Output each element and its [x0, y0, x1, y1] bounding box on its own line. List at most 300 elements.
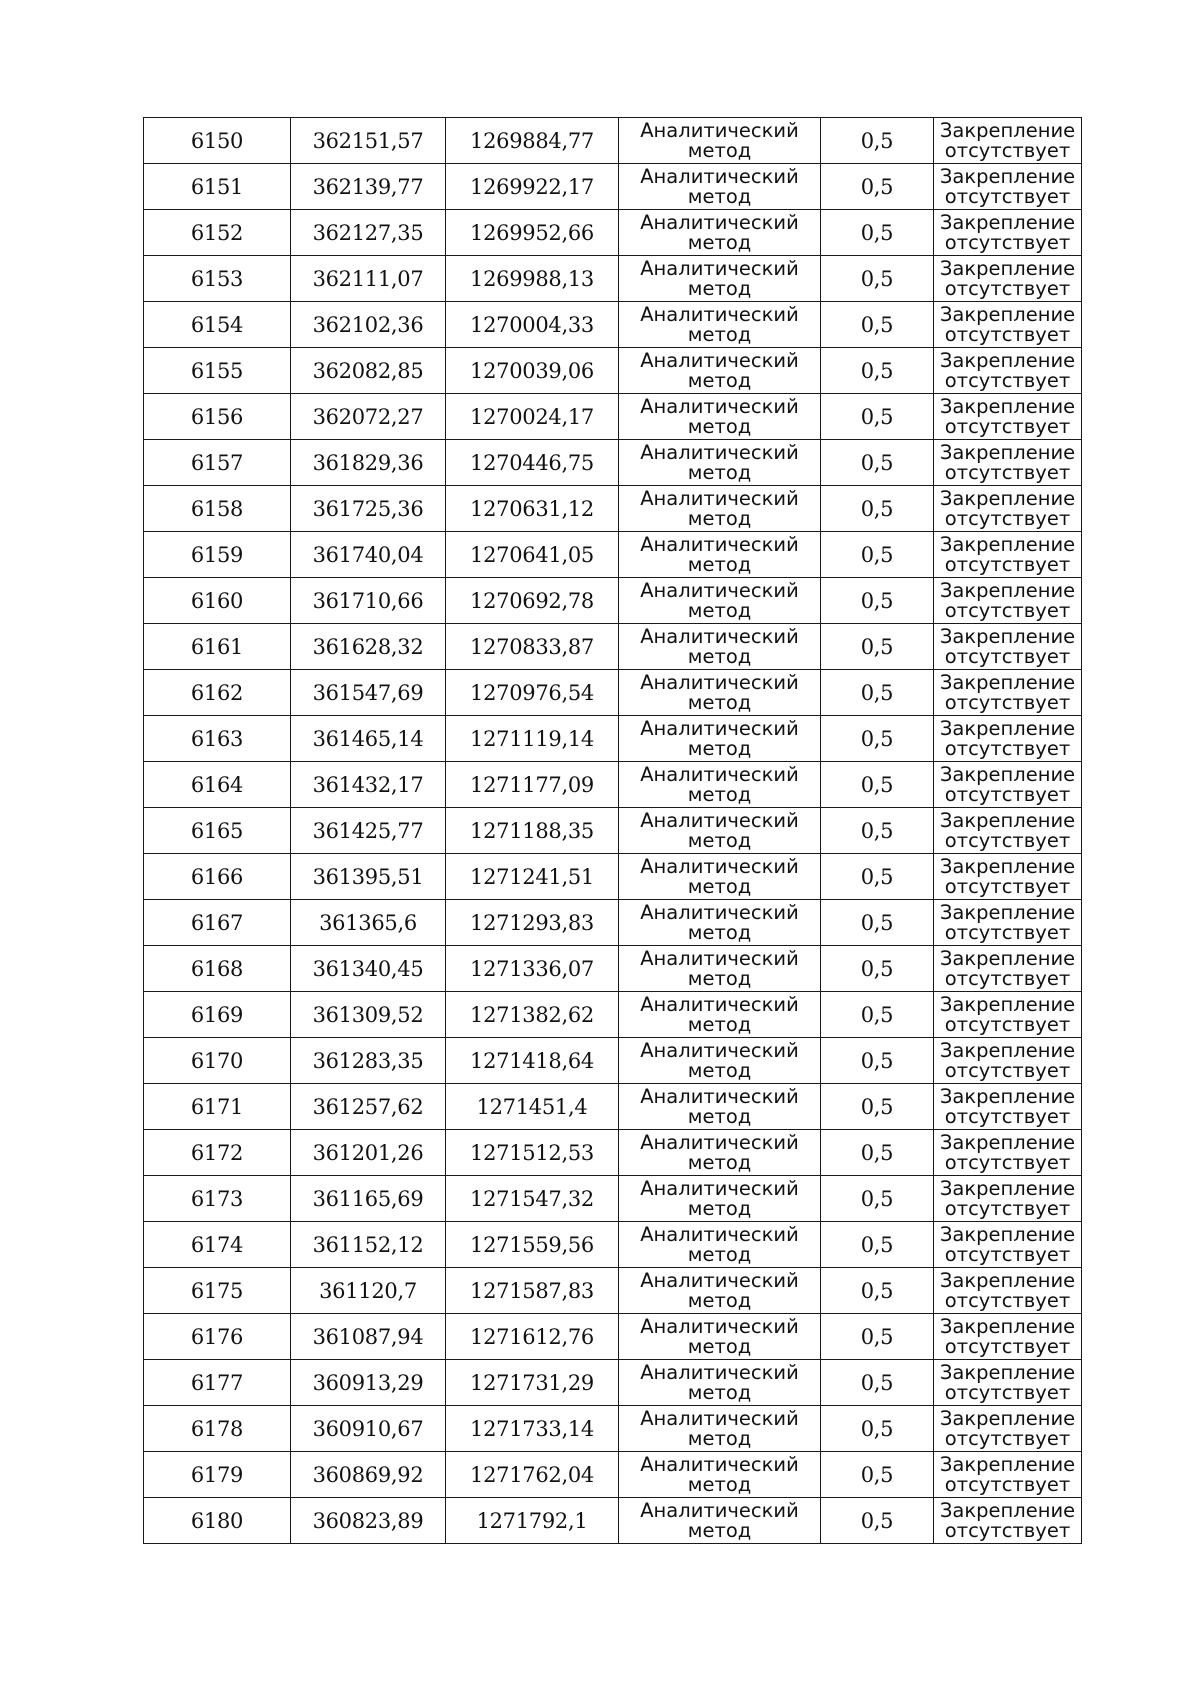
fixation-line-1: Закрепление [939, 440, 1076, 464]
method-line-2: метод [687, 184, 752, 208]
fixation-line-2: отсутствует [944, 920, 1071, 944]
y-coordinate-cell: 1271762,04 [446, 1452, 619, 1498]
fixation-line-2: отсутствует [944, 736, 1071, 760]
table-row [144, 578, 1082, 624]
method-line-2: метод [687, 368, 752, 392]
method-line-2: метод [687, 828, 752, 852]
y-coordinate-cell: 1270446,75 [446, 440, 619, 486]
y-coordinate-cell: 1270024,17 [446, 394, 619, 440]
point-number-cell: 6151 [144, 164, 291, 210]
method-cell [619, 946, 821, 992]
fixation-cell [934, 394, 1082, 440]
fixation-line-1: Закрепление [939, 716, 1076, 740]
method-line-1: Аналитический [640, 164, 799, 188]
fixation-line-2: отсутствует [944, 690, 1071, 714]
y-coordinate-cell: 1271382,62 [446, 992, 619, 1038]
method-cell [619, 624, 821, 670]
fixation-line-2: отсутствует [944, 1288, 1071, 1312]
method-cell [619, 532, 821, 578]
method-cell [619, 716, 821, 762]
point-number-cell: 6172 [144, 1130, 291, 1176]
fixation-cell [934, 164, 1082, 210]
method-line-1: Аналитический [640, 992, 799, 1016]
accuracy-cell: 0,5 [821, 716, 934, 762]
table-row [144, 1360, 1082, 1406]
method-cell [619, 854, 821, 900]
point-number-cell: 6159 [144, 532, 291, 578]
method-line-1: Аналитический [640, 1498, 799, 1522]
method-cell [619, 210, 821, 256]
y-coordinate-cell: 1271612,76 [446, 1314, 619, 1360]
fixation-cell [934, 1452, 1082, 1498]
method-line-2: метод [687, 1150, 752, 1174]
y-coordinate-cell: 1271293,83 [446, 900, 619, 946]
accuracy-cell: 0,5 [821, 1130, 934, 1176]
fixation-line-2: отсутствует [944, 1380, 1071, 1404]
accuracy-cell: 0,5 [821, 1038, 934, 1084]
point-number-cell: 6164 [144, 762, 291, 808]
fixation-line-2: отсутствует [944, 1150, 1071, 1174]
method-cell [619, 486, 821, 532]
x-coordinate-cell: 362139,77 [291, 164, 446, 210]
table-row [144, 808, 1082, 854]
method-cell [619, 348, 821, 394]
fixation-line-1: Закрепление [939, 1360, 1076, 1384]
accuracy-cell: 0,5 [821, 440, 934, 486]
accuracy-cell: 0,5 [821, 1176, 934, 1222]
method-line-1: Аналитический [640, 1222, 799, 1246]
fixation-cell [934, 440, 1082, 486]
fixation-line-1: Закрепление [939, 670, 1076, 694]
point-number-cell: 6180 [144, 1498, 291, 1544]
method-cell [619, 164, 821, 210]
fixation-line-1: Закрепление [939, 532, 1076, 556]
fixation-cell [934, 1268, 1082, 1314]
method-line-1: Аналитический [640, 210, 799, 234]
fixation-line-1: Закрепление [939, 1314, 1076, 1338]
fixation-line-2: отсутствует [944, 184, 1071, 208]
x-coordinate-cell: 361425,77 [291, 808, 446, 854]
fixation-line-2: отсутствует [944, 1104, 1071, 1128]
method-cell [619, 1314, 821, 1360]
method-line-1: Аналитический [640, 394, 799, 418]
accuracy-cell: 0,5 [821, 808, 934, 854]
accuracy-cell: 0,5 [821, 1222, 934, 1268]
accuracy-cell: 0,5 [821, 900, 934, 946]
x-coordinate-cell: 361152,12 [291, 1222, 446, 1268]
accuracy-cell: 0,5 [821, 164, 934, 210]
x-coordinate-cell: 362111,07 [291, 256, 446, 302]
y-coordinate-cell: 1270039,06 [446, 348, 619, 394]
fixation-line-2: отсутствует [944, 874, 1071, 898]
fixation-line-2: отсутствует [944, 322, 1071, 346]
method-line-2: метод [687, 1518, 752, 1542]
fixation-cell [934, 302, 1082, 348]
table-row [144, 118, 1082, 164]
method-cell [619, 578, 821, 624]
point-number-cell: 6178 [144, 1406, 291, 1452]
fixation-line-1: Закрепление [939, 348, 1076, 372]
fixation-line-2: отсутствует [944, 782, 1071, 806]
fixation-line-2: отсутствует [944, 1012, 1071, 1036]
accuracy-cell: 0,5 [821, 1268, 934, 1314]
table-row [144, 992, 1082, 1038]
accuracy-cell: 0,5 [821, 1498, 934, 1544]
point-number-cell: 6173 [144, 1176, 291, 1222]
fixation-line-2: отсутствует [944, 1242, 1071, 1266]
table-row [144, 1452, 1082, 1498]
table-row [144, 302, 1082, 348]
x-coordinate-cell: 361395,51 [291, 854, 446, 900]
x-coordinate-cell: 361365,6 [291, 900, 446, 946]
table-row [144, 670, 1082, 716]
fixation-cell [934, 210, 1082, 256]
fixation-line-1: Закрепление [939, 624, 1076, 648]
fixation-line-1: Закрепление [939, 1222, 1076, 1246]
method-line-2: метод [687, 1242, 752, 1266]
y-coordinate-cell: 1271731,29 [446, 1360, 619, 1406]
fixation-cell [934, 1130, 1082, 1176]
method-cell [619, 670, 821, 716]
accuracy-cell: 0,5 [821, 210, 934, 256]
y-coordinate-cell: 1271559,56 [446, 1222, 619, 1268]
table-row [144, 1314, 1082, 1360]
x-coordinate-cell: 361309,52 [291, 992, 446, 1038]
y-coordinate-cell: 1269884,77 [446, 118, 619, 164]
method-line-1: Аналитический [640, 302, 799, 326]
accuracy-cell: 0,5 [821, 302, 934, 348]
x-coordinate-cell: 361201,26 [291, 1130, 446, 1176]
x-coordinate-cell: 360869,92 [291, 1452, 446, 1498]
point-number-cell: 6152 [144, 210, 291, 256]
method-line-2: метод [687, 276, 752, 300]
method-line-2: метод [687, 690, 752, 714]
accuracy-cell: 0,5 [821, 1360, 934, 1406]
point-number-cell: 6171 [144, 1084, 291, 1130]
method-cell [619, 394, 821, 440]
y-coordinate-cell: 1270692,78 [446, 578, 619, 624]
fixation-cell [934, 578, 1082, 624]
accuracy-cell: 0,5 [821, 854, 934, 900]
fixation-cell [934, 532, 1082, 578]
fixation-line-1: Закрепление [939, 164, 1076, 188]
x-coordinate-cell: 360910,67 [291, 1406, 446, 1452]
method-line-1: Аналитический [640, 624, 799, 648]
x-coordinate-cell: 361257,62 [291, 1084, 446, 1130]
method-cell [619, 1222, 821, 1268]
method-line-1: Аналитический [640, 1452, 799, 1476]
table-row [144, 1038, 1082, 1084]
fixation-cell [934, 1038, 1082, 1084]
y-coordinate-cell: 1271177,09 [446, 762, 619, 808]
method-line-1: Аналитический [640, 1406, 799, 1430]
method-cell [619, 1452, 821, 1498]
method-cell [619, 1406, 821, 1452]
fixation-line-2: отсутствует [944, 966, 1071, 990]
point-number-cell: 6167 [144, 900, 291, 946]
method-line-2: метод [687, 1012, 752, 1036]
x-coordinate-cell: 361165,69 [291, 1176, 446, 1222]
fixation-line-2: отсутствует [944, 506, 1071, 530]
fixation-cell [934, 256, 1082, 302]
method-line-1: Аналитический [640, 900, 799, 924]
table-row [144, 1084, 1082, 1130]
fixation-line-2: отсутствует [944, 414, 1071, 438]
fixation-cell [934, 1222, 1082, 1268]
fixation-line-1: Закрепление [939, 1130, 1076, 1154]
y-coordinate-cell: 1271792,1 [446, 1498, 619, 1544]
fixation-line-1: Закрепление [939, 762, 1076, 786]
point-number-cell: 6150 [144, 118, 291, 164]
table-row [144, 164, 1082, 210]
point-number-cell: 6162 [144, 670, 291, 716]
fixation-line-1: Закрепление [939, 808, 1076, 832]
fixation-line-1: Закрепление [939, 900, 1076, 924]
method-line-2: метод [687, 414, 752, 438]
table-row [144, 854, 1082, 900]
method-line-2: метод [687, 644, 752, 668]
y-coordinate-cell: 1271418,64 [446, 1038, 619, 1084]
method-line-2: метод [687, 460, 752, 484]
accuracy-cell: 0,5 [821, 1406, 934, 1452]
point-number-cell: 6156 [144, 394, 291, 440]
accuracy-cell: 0,5 [821, 1452, 934, 1498]
fixation-line-2: отсутствует [944, 1196, 1071, 1220]
fixation-cell [934, 1176, 1082, 1222]
method-line-1: Аналитический [640, 1268, 799, 1292]
method-line-1: Аналитический [640, 118, 799, 142]
table-row [144, 1406, 1082, 1452]
method-line-2: метод [687, 736, 752, 760]
table-row [144, 624, 1082, 670]
fixation-line-1: Закрепление [939, 1406, 1076, 1430]
method-line-1: Аналитический [640, 670, 799, 694]
point-number-cell: 6165 [144, 808, 291, 854]
x-coordinate-cell: 361725,36 [291, 486, 446, 532]
method-line-2: метод [687, 1426, 752, 1450]
point-number-cell: 6174 [144, 1222, 291, 1268]
table-row [144, 256, 1082, 302]
fixation-line-2: отсутствует [944, 644, 1071, 668]
fixation-line-2: отсутствует [944, 138, 1071, 162]
method-line-1: Аналитический [640, 256, 799, 280]
fixation-cell [934, 854, 1082, 900]
y-coordinate-cell: 1271188,35 [446, 808, 619, 854]
fixation-cell [934, 1360, 1082, 1406]
y-coordinate-cell: 1271241,51 [446, 854, 619, 900]
point-number-cell: 6158 [144, 486, 291, 532]
method-line-2: метод [687, 322, 752, 346]
fixation-cell [934, 762, 1082, 808]
point-number-cell: 6155 [144, 348, 291, 394]
fixation-cell [934, 670, 1082, 716]
fixation-line-2: отсутствует [944, 460, 1071, 484]
table-row [144, 716, 1082, 762]
y-coordinate-cell: 1271547,32 [446, 1176, 619, 1222]
method-line-2: метод [687, 1104, 752, 1128]
method-line-2: метод [687, 598, 752, 622]
method-cell [619, 1038, 821, 1084]
method-line-1: Аналитический [640, 946, 799, 970]
x-coordinate-cell: 361283,35 [291, 1038, 446, 1084]
fixation-cell [934, 1498, 1082, 1544]
method-line-2: метод [687, 1334, 752, 1358]
point-number-cell: 6177 [144, 1360, 291, 1406]
x-coordinate-cell: 362151,57 [291, 118, 446, 164]
coordinates-table-body [144, 118, 1082, 1544]
method-line-2: метод [687, 1058, 752, 1082]
x-coordinate-cell: 362072,27 [291, 394, 446, 440]
point-number-cell: 6160 [144, 578, 291, 624]
method-line-1: Аналитический [640, 486, 799, 510]
point-number-cell: 6170 [144, 1038, 291, 1084]
table-row [144, 394, 1082, 440]
y-coordinate-cell: 1271733,14 [446, 1406, 619, 1452]
y-coordinate-cell: 1271587,83 [446, 1268, 619, 1314]
method-line-2: метод [687, 230, 752, 254]
fixation-line-2: отсутствует [944, 552, 1071, 576]
table-row [144, 1222, 1082, 1268]
table-row [144, 532, 1082, 578]
method-cell [619, 440, 821, 486]
x-coordinate-cell: 361087,94 [291, 1314, 446, 1360]
x-coordinate-cell: 361628,32 [291, 624, 446, 670]
y-coordinate-cell: 1271119,14 [446, 716, 619, 762]
fixation-line-2: отсутствует [944, 368, 1071, 392]
accuracy-cell: 0,5 [821, 348, 934, 394]
fixation-line-1: Закрепление [939, 854, 1076, 878]
point-number-cell: 6169 [144, 992, 291, 1038]
accuracy-cell: 0,5 [821, 486, 934, 532]
fixation-line-1: Закрепление [939, 210, 1076, 234]
fixation-cell [934, 808, 1082, 854]
coordinates-table [143, 117, 1082, 1544]
fixation-line-1: Закрепление [939, 1038, 1076, 1062]
fixation-line-2: отсутствует [944, 828, 1071, 852]
method-line-1: Аналитический [640, 854, 799, 878]
fixation-line-1: Закрепление [939, 256, 1076, 280]
fixation-line-1: Закрепление [939, 1268, 1076, 1292]
x-coordinate-cell: 361465,14 [291, 716, 446, 762]
method-cell [619, 256, 821, 302]
x-coordinate-cell: 360913,29 [291, 1360, 446, 1406]
method-line-2: метод [687, 966, 752, 990]
fixation-line-1: Закрепление [939, 394, 1076, 418]
fixation-line-2: отсутствует [944, 1472, 1071, 1496]
method-line-2: метод [687, 920, 752, 944]
method-line-1: Аналитический [640, 762, 799, 786]
fixation-cell [934, 900, 1082, 946]
x-coordinate-cell: 362127,35 [291, 210, 446, 256]
method-cell [619, 900, 821, 946]
accuracy-cell: 0,5 [821, 670, 934, 716]
y-coordinate-cell: 1270976,54 [446, 670, 619, 716]
fixation-cell [934, 118, 1082, 164]
fixation-cell [934, 348, 1082, 394]
method-line-2: метод [687, 506, 752, 530]
method-line-2: метод [687, 552, 752, 576]
point-number-cell: 6168 [144, 946, 291, 992]
fixation-line-2: отсутствует [944, 598, 1071, 622]
fixation-line-1: Закрепление [939, 118, 1076, 142]
method-cell [619, 1268, 821, 1314]
fixation-line-1: Закрепление [939, 992, 1076, 1016]
method-cell [619, 808, 821, 854]
method-cell [619, 118, 821, 164]
y-coordinate-cell: 1271512,53 [446, 1130, 619, 1176]
method-line-1: Аналитический [640, 1130, 799, 1154]
table-row [144, 1498, 1082, 1544]
table-row [144, 1176, 1082, 1222]
fixation-line-1: Закрепление [939, 1498, 1076, 1522]
x-coordinate-cell: 360823,89 [291, 1498, 446, 1544]
method-cell [619, 992, 821, 1038]
fixation-line-2: отсутствует [944, 276, 1071, 300]
y-coordinate-cell: 1270641,05 [446, 532, 619, 578]
fixation-line-1: Закрепление [939, 486, 1076, 510]
fixation-cell [934, 992, 1082, 1038]
y-coordinate-cell: 1269952,66 [446, 210, 619, 256]
fixation-line-2: отсутствует [944, 1334, 1071, 1358]
table-row [144, 1268, 1082, 1314]
method-cell [619, 302, 821, 348]
accuracy-cell: 0,5 [821, 992, 934, 1038]
fixation-cell [934, 946, 1082, 992]
accuracy-cell: 0,5 [821, 1084, 934, 1130]
method-cell [619, 762, 821, 808]
table-row [144, 486, 1082, 532]
point-number-cell: 6163 [144, 716, 291, 762]
accuracy-cell: 0,5 [821, 624, 934, 670]
x-coordinate-cell: 361340,45 [291, 946, 446, 992]
table-row [144, 210, 1082, 256]
method-line-1: Аналитический [640, 1176, 799, 1200]
accuracy-cell: 0,5 [821, 118, 934, 164]
method-line-1: Аналитический [640, 716, 799, 740]
y-coordinate-cell: 1269988,13 [446, 256, 619, 302]
y-coordinate-cell: 1270833,87 [446, 624, 619, 670]
x-coordinate-cell: 362102,36 [291, 302, 446, 348]
accuracy-cell: 0,5 [821, 578, 934, 624]
point-number-cell: 6154 [144, 302, 291, 348]
fixation-cell [934, 1314, 1082, 1360]
fixation-cell [934, 486, 1082, 532]
accuracy-cell: 0,5 [821, 1314, 934, 1360]
table-row [144, 900, 1082, 946]
method-cell [619, 1130, 821, 1176]
method-line-1: Аналитический [640, 1314, 799, 1338]
fixation-line-1: Закрепление [939, 1176, 1076, 1200]
point-number-cell: 6166 [144, 854, 291, 900]
table-row [144, 440, 1082, 486]
fixation-line-2: отсутствует [944, 1426, 1071, 1450]
fixation-cell [934, 624, 1082, 670]
method-line-1: Аналитический [640, 578, 799, 602]
point-number-cell: 6179 [144, 1452, 291, 1498]
table-row [144, 762, 1082, 808]
method-line-2: метод [687, 138, 752, 162]
method-line-2: метод [687, 874, 752, 898]
method-cell [619, 1360, 821, 1406]
method-line-2: метод [687, 782, 752, 806]
y-coordinate-cell: 1271451,4 [446, 1084, 619, 1130]
y-coordinate-cell: 1270004,33 [446, 302, 619, 348]
fixation-line-2: отсутствует [944, 1058, 1071, 1082]
method-line-2: метод [687, 1472, 752, 1496]
method-cell [619, 1176, 821, 1222]
x-coordinate-cell: 361710,66 [291, 578, 446, 624]
y-coordinate-cell: 1271336,07 [446, 946, 619, 992]
